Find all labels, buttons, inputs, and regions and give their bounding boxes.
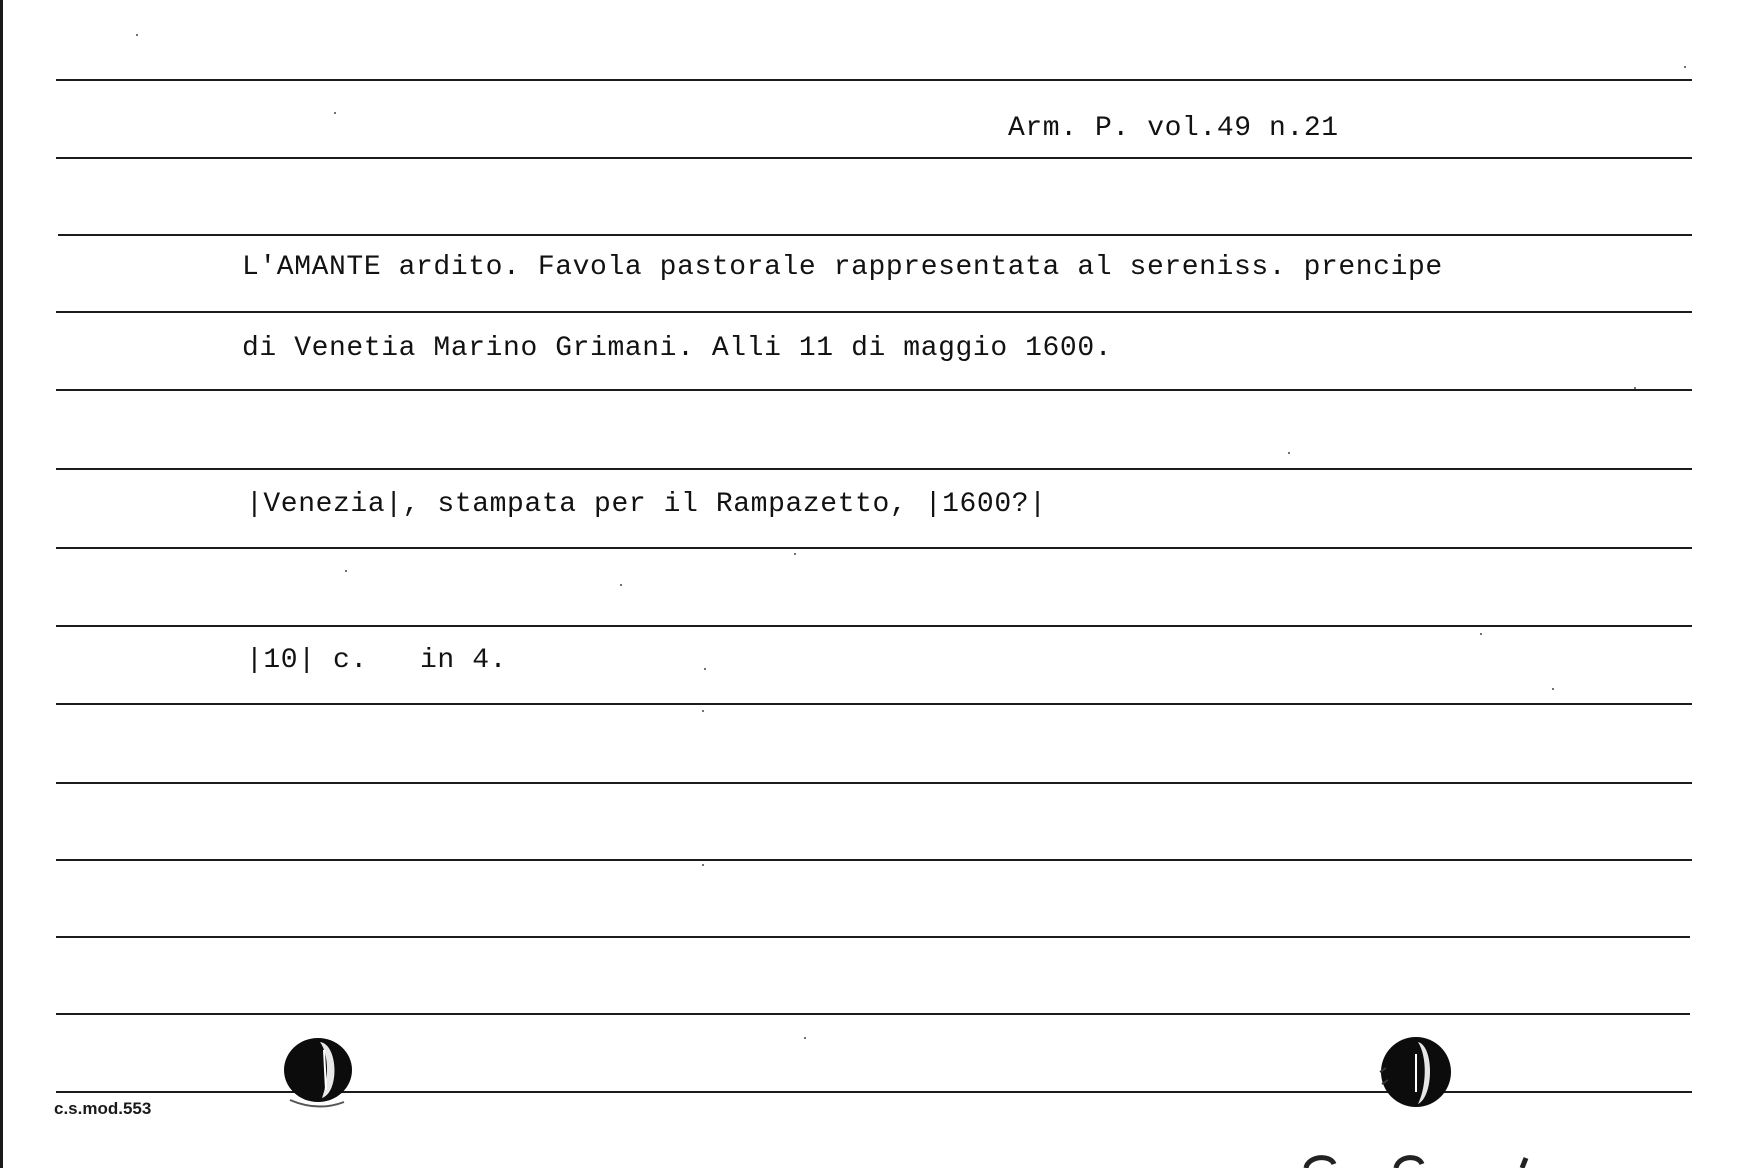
- card-left-edge: [0, 0, 3, 1168]
- paper-speck: [1684, 66, 1686, 68]
- ruled-line: [56, 625, 1692, 627]
- ruled-line: [56, 936, 1690, 938]
- ruled-line: [58, 234, 1692, 236]
- paper-speck: [702, 710, 704, 712]
- ruled-line: [56, 859, 1692, 861]
- ruled-line: [56, 311, 1692, 313]
- paper-speck: [1552, 688, 1554, 690]
- title-line-1: L'AMANTE ardito. Favola pastorale rappresentata al sereniss. prencipe: [242, 252, 1443, 283]
- paper-speck: [1288, 452, 1290, 454]
- paper-speck: [794, 553, 796, 555]
- punch-hole-icon: [280, 1032, 356, 1112]
- ruled-line: [56, 389, 1692, 391]
- form-code: c.s.mod.553: [54, 1099, 152, 1118]
- ruled-line: [56, 157, 1692, 159]
- imprint: |Venezia|, stampata per il Rampazetto, |1600?|: [246, 489, 1047, 520]
- ruled-line: [56, 79, 1692, 81]
- paper-speck: [136, 34, 138, 36]
- ruled-line: [56, 782, 1692, 784]
- ruled-line: [56, 547, 1692, 549]
- paper-speck: [620, 584, 622, 586]
- paper-speck: [334, 112, 336, 114]
- shelfmark: Arm. P. vol.49 n.21: [1008, 113, 1339, 144]
- ruled-line: [56, 1013, 1690, 1015]
- paper-speck: [345, 570, 347, 572]
- ruled-line: [56, 468, 1692, 470]
- punch-hole-icon: [1376, 1032, 1456, 1114]
- paper-speck: [804, 1037, 806, 1039]
- title-line-2: di Venetia Marino Grimani. Alli 11 di maggio 1600.: [242, 333, 1113, 364]
- paper-speck: [704, 668, 706, 670]
- paper-speck: [1634, 387, 1636, 389]
- ruled-line: [56, 703, 1692, 705]
- paper-speck: [1480, 633, 1482, 635]
- paper-speck: [702, 864, 704, 866]
- cut-off-marks: [1300, 1150, 1560, 1168]
- collation: |10| c. in 4.: [246, 645, 508, 676]
